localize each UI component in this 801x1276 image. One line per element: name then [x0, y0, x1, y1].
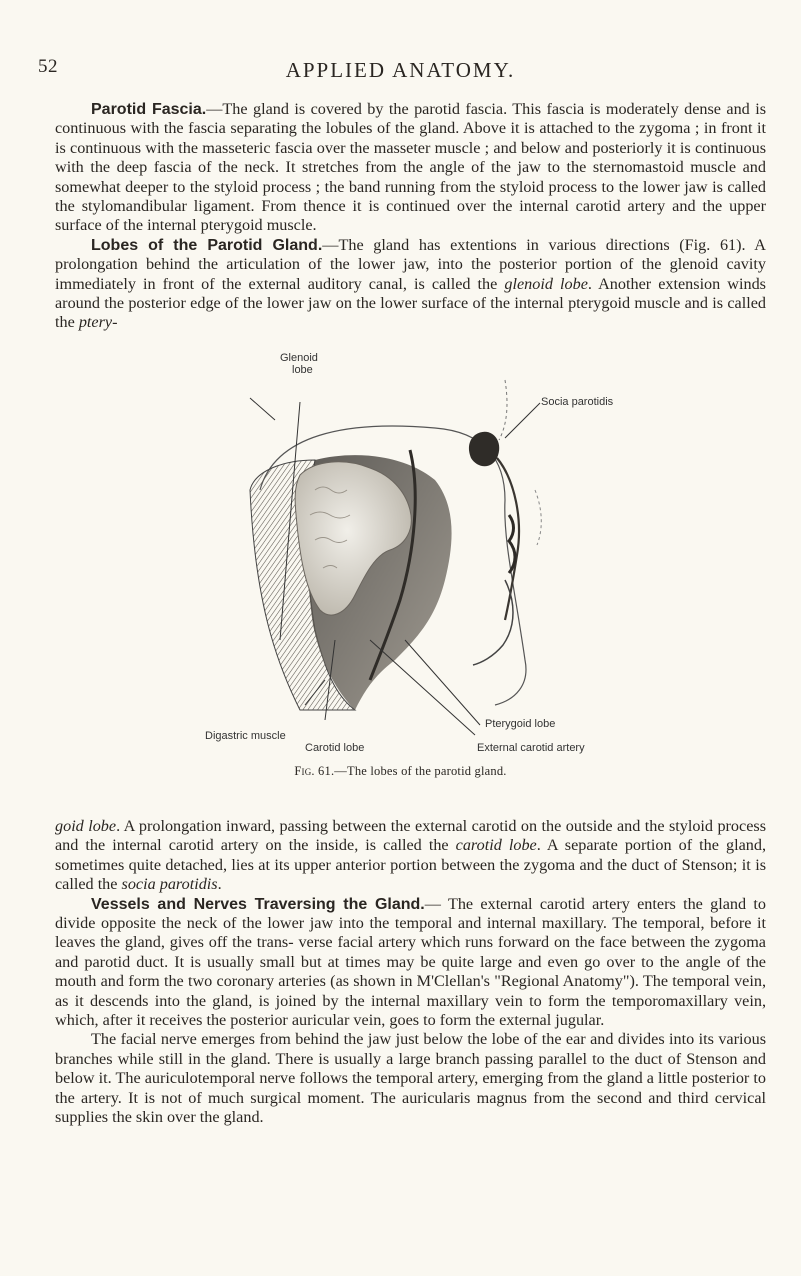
label-glenoid-line2: lobe — [292, 364, 313, 376]
paragraph-text: The facial nerve emerges from behind the jaw just below the lobe of the ear and divides into its various branches while still in the gland. There is usually a large branch passing parallel to the duct of Stenson and below it. The auriculotemporal nerve follows the temporal artery, emerging from the gland a little posterior to the artery. It is not of much surgical moment. The auricularis magnus from the second and third cervical supplies the skin over the gland. — [55, 1030, 766, 1127]
heading-parotid-fascia: Parotid Fascia. — [91, 101, 207, 118]
label-digastric-muscle: Digastric muscle — [205, 730, 286, 742]
paragraph-parotid-fascia — [55, 100, 766, 236]
paragraph-text: —The gland has extentions in various directions (Fig. 61). A prolongation behind the articulation of the lower jaw, into the posterior portion of the glenoid cavity immediately in front of the external auditory canal, is called the — [55, 235, 766, 293]
term-socia-parotidis: socia parotidis — [121, 875, 218, 894]
heading-vessels-nerves: Vessels and Nerves Traversing the Gland. — [91, 895, 425, 913]
text-block-top — [55, 100, 766, 333]
running-title: APPLIED ANATOMY. — [285, 58, 516, 82]
label-pterygoid-lobe: Pterygoid lobe — [485, 718, 556, 730]
paragraph-vessels-nerves — [55, 895, 766, 1031]
label-socia-parotidis: Socia parotidis — [541, 396, 614, 408]
paragraph-text: . A prolongation inward, passing between the external carotid on the outside and the styloid process and the internal carotid artery on the inside, is called the — [55, 817, 766, 855]
paragraph-lobes — [55, 236, 766, 333]
term-carotid-lobe: carotid lobe — [455, 836, 537, 855]
label-carotid-lobe: Carotid lobe — [305, 742, 365, 754]
figure-61 — [205, 340, 665, 760]
caption-label: Fig. 61. — [294, 764, 335, 778]
figure-caption — [0, 764, 801, 779]
parotid-duct — [497, 458, 519, 620]
term-pterygoid-lobe-end: goid lobe — [55, 817, 117, 835]
label-glenoid-line1: Glenoid — [280, 352, 318, 364]
paragraph-text: — The external carotid artery enters the gland to divide opposite the neck of the lower jaw into the temporal and internal maxillary. The temporal, before it leaves the gland, gives off the trans- verse facial artery which runs forward on the face between the zygoma and parotid duct. It is usually small but at times may be quite large and even go over to the angle of the mouth and form the two coronary arteries (as shown in M'Clellan's "Regional Anatomy"). The temporal vein, as it descends into the gland, is joined by the internal maxillary vein to form the temporomaxillary vein, which, after it receives the posterior auricular vein, goes to form the external jugular. — [55, 894, 766, 1030]
caption-text: —The lobes of the parotid gland. — [334, 764, 507, 778]
label-external-carotid-artery: External carotid artery — [477, 742, 585, 754]
paragraph-pterygoid-continued — [55, 817, 766, 895]
heading-lobes: Lobes of the Parotid Gland. — [91, 236, 323, 254]
page-number: 52 — [38, 56, 58, 77]
paragraph-text: . — [217, 875, 222, 894]
paragraph-facial-nerve — [55, 1030, 766, 1127]
paragraph-text: . A separate portion of the gland, sometimes quite detached, lies at its upper anterior portion between the zygoma and the duct of Stenson; it is called the — [55, 836, 766, 894]
socia-parotidis-shape — [469, 432, 499, 466]
text-block-bottom — [55, 817, 766, 1128]
paragraph-text: . Another extension winds around the posterior edge of the lower jaw on the lower surface of the internal pterygoid muscle and is called the — [55, 274, 766, 332]
paragraph-text: —The gland is covered by the parotid fascia. This fascia is moderately dense and is continuous with the fascia separating the lobules of the gland. Above it is attached to the zygoma ; in front it is continuous with the masseteric fascia over the masseter muscle ; and below and posteriorly it is continuous with the deep fascia of the neck. It stretches from the angle of the jaw to the sternomastoid muscle and somewhat deeper to the styloid process ; the band running from the styloid process to the lower jaw is called the stylomandibular ligament. From thence it is continued over the internal carotid artery and the upper surface of the internal pterygoid muscle. — [55, 100, 766, 235]
term-pterygoid-lobe-start: ptery- — [78, 313, 118, 332]
term-glenoid-lobe: glenoid lobe — [504, 274, 588, 293]
